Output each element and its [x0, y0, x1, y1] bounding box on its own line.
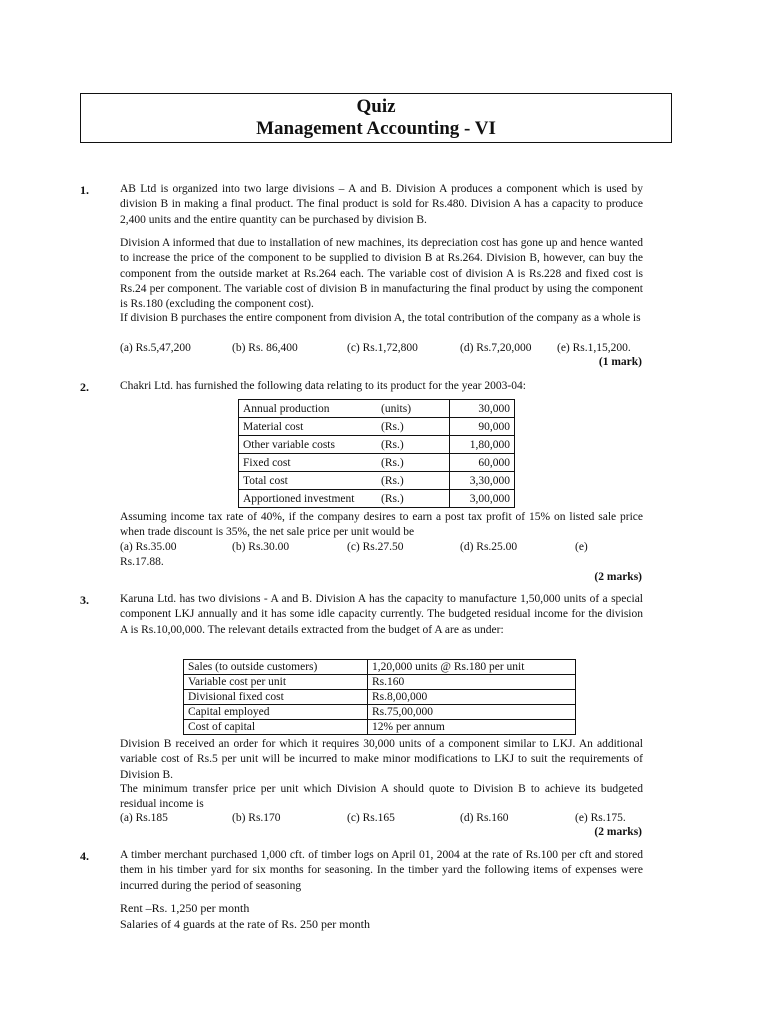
question-4-intro: A timber merchant purchased 1,000 cft. of timber logs on April 01, 2004 at the rate of Rs.100 per cft and stored them in his timber yard for six months for seasoning. In the timber yard the following items of expenses were incurred during the period of seasoning: [120, 849, 643, 892]
table-row: Annual production (units) 30,000: [239, 400, 515, 418]
option-e: (e) Rs.175.: [575, 812, 626, 824]
option-c: (c) Rs.1,72,800: [347, 342, 418, 354]
table-row: Cost of capital 12% per annum: [184, 720, 576, 735]
option-a: (a) Rs.185: [120, 812, 168, 824]
table-row: Apportioned investment (Rs.) 3,00,000: [239, 490, 515, 508]
option-c: (c) Rs.27.50: [347, 541, 404, 553]
question-2-intro: Chakri Ltd. has furnished the following data relating to its product for the year 2003-04:: [120, 380, 526, 392]
title-box: [80, 93, 672, 143]
question-2-number: 2.: [80, 380, 89, 394]
option-d: (d) Rs.7,20,000: [460, 342, 532, 354]
table-row: Total cost (Rs.) 3,30,000: [239, 472, 515, 490]
option-b: (b) Rs. 86,400: [232, 342, 298, 354]
option-e-value: Rs.17.88.: [120, 556, 164, 568]
table-row: Capital employed Rs.75,00,000: [184, 705, 576, 720]
option-b: (b) Rs.170: [232, 812, 281, 824]
question-3-table: [183, 659, 576, 735]
option-a: (a) Rs.5,47,200: [120, 342, 191, 354]
question-2-marks: (2 marks): [594, 571, 642, 583]
table-row: Sales (to outside customers) 1,20,000 units @ Rs.180 per unit: [184, 660, 576, 675]
question-4-line-1: Rent –Rs. 1,250 per month: [120, 901, 250, 915]
question-1-para-3: If division B purchases the entire component from division A, the total contribution of the company as a whole is: [120, 312, 641, 324]
question-2-table: [238, 399, 515, 508]
question-4-number: 4.: [80, 849, 89, 863]
question-1-para-2: Division A informed that due to installation of new machines, its depreciation cost has gone up and hence wanted to increase the price of the component to be supplied to division B at Rs.264. Division B, however, can buy the component from the outside market at Rs.264 each. The variable cost of division A is Rs.228 and fixed cost is Rs.24 per component. The variable cost of division B in manufacturing the final product by using the component is Rs.180 (excluding the component cost).: [120, 237, 643, 311]
question-3-marks: (2 marks): [594, 826, 642, 838]
page-title: Quiz: [356, 96, 396, 117]
question-3-number: 3.: [80, 593, 89, 607]
question-1-marks: (1 mark): [598, 356, 642, 368]
table-row: Other variable costs (Rs.) 1,80,000: [239, 436, 515, 454]
page-subtitle: Management Accounting - VI: [256, 118, 496, 139]
question-2-text: Assuming income tax rate of 40%, if the company desires to earn a post tax profit of 15% on listed sale price when trade discount is 35%, the net sale price per unit would be: [120, 511, 643, 539]
question-4-line-2: Salaries of 4 guards at the rate of Rs. 250 per month: [120, 917, 370, 931]
question-3-intro: Karuna Ltd. has two divisions - A and B. Division A has the capacity to manufacture 1,50,000 units of a special component LKJ annually and it has some idle capacity currently. The budgeted residual income for the division A is Rs.10,00,000. The relevant details extracted from the budget of A are as under:: [120, 593, 643, 636]
option-a: (a) Rs.35.00: [120, 541, 177, 553]
question-3-text-2: The minimum transfer price per unit which Division A should quote to Division B to achieve its budgeted residual income is: [120, 783, 643, 811]
table-row: Divisional fixed cost Rs.8,00,000: [184, 690, 576, 705]
table-row: Variable cost per unit Rs.160: [184, 675, 576, 690]
table-row: Material cost (Rs.) 90,000: [239, 418, 515, 436]
question-1-number: 1.: [80, 183, 89, 197]
question-3-text-1: Division B received an order for which it requires 30,000 units of a component similar to LKJ. An additional variable cost of Rs.5 per unit will be incurred to make minor modifications to LKJ to suit the requirements of Division B.: [120, 738, 643, 781]
option-e: (e): [575, 541, 588, 553]
table-row: Fixed cost (Rs.) 60,000: [239, 454, 515, 472]
option-d: (d) Rs.160: [460, 812, 509, 824]
option-d: (d) Rs.25.00: [460, 541, 518, 553]
option-b: (b) Rs.30.00: [232, 541, 290, 553]
question-1-para-1: AB Ltd is organized into two large divisions – A and B. Division A produces a component which is used by division B in making a final product. The final product is sold for Rs.480. Division A has a capacity to produce 2,400 units and the entire quantity can be purchased by division B.: [120, 183, 643, 226]
option-c: (c) Rs.165: [347, 812, 395, 824]
option-e: (e) Rs.1,15,200.: [557, 342, 631, 354]
